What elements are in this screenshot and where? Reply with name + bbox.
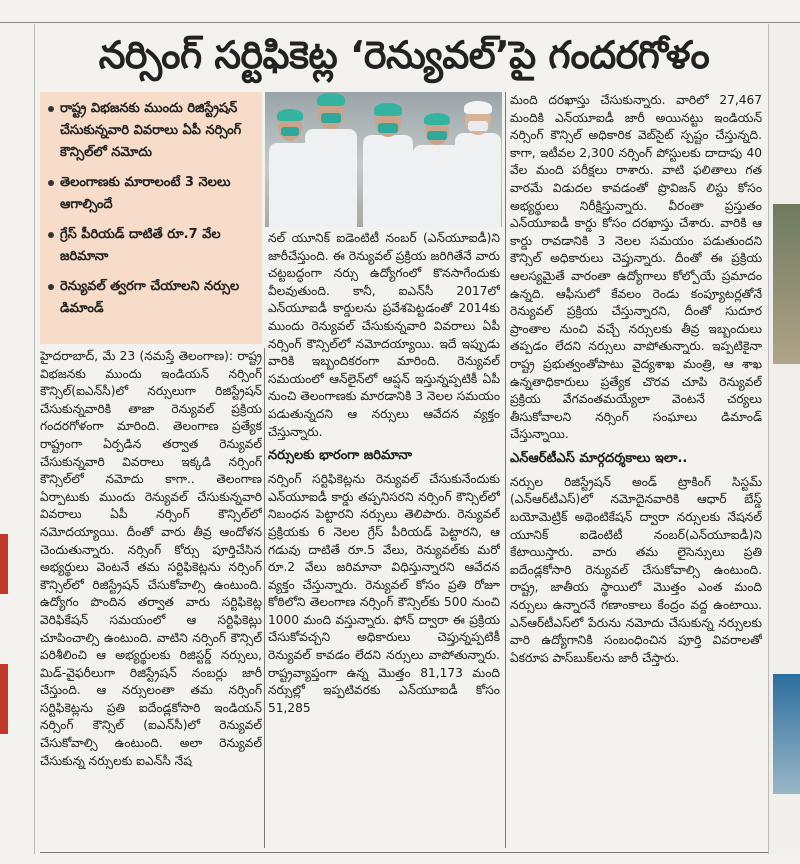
right-adjacent-column — [768, 24, 800, 854]
article-paragraph: హైదరాబాద్, మే 23 (నమస్తే తెలంగాణ): రాష్ట్ర విభజనకు ముందు ఇండియన్ నర్సింగ్ కౌన్సిల్(ఐఎన్‌సీ)లో నర్సులుగా రిజిస్ట్రేషన్ చేసుకున్నవారికి తాజా రెన్యువల్ ప్రక్రియ గందరగోళంగా మారింది. తెలంగాణ ప్రత్యేక రాష్ట్రంగా ఏర్పడిన తర్వాత రెన్యువల్ చేసుకున్నవారి వివరాలు ఇక్కడి నర్సింగ్ కౌన్సిల్‌లో నమోదు కాగా.. తెలంగాణ ఏర్పాటుకు ముందు రెన్యువల్ చేసుకున్నవారి వివరాలు ఏపీ నర్సింగ్ కౌన్సిల్‌లో నమోదయ్యాయి. దీంతో వారు తీవ్ర ఆందోళన చెందుతున్నారు. నర్సింగ్ కోర్సు పూర్తిచేసిన అభ్యర్థులు వెంటనే తమ సర్టిఫికెట్లను నర్సింగ్ కౌన్సిల్‌లో రిజిస్ట్రేషన్ చేసుకోవాల్సి ఉంటుంది. ఉద్యోగం పొందిన తర్వాత వారు సర్టిఫికెట్ల వెరిఫికేషన్ సమయంలో ఆ సర్టిఫికెట్లు చూపించాల్సి ఉంటుంది. వాటిని నర్సింగ్ కౌన్సిల్ పరిశీలించి ఆ అభ్యర్థులకు రిజిస్టర్డ్ నర్సులు, మిడ్-వైఫరీలుగా రిజిస్ట్రేషన్ నంబర్లు జారీ చేస్తుంది. ఆ నర్సులంతా తమ నర్సింగ్ సర్టిఫికెట్లను ప్రతి ఐదేండ్లకోసారి ఇండియన్ నర్సింగ్ కౌన్సిల్ (ఐఎన్‌సీ)లో రెన్యువల్ చేసుకోవాల్సి ఉంటుంది. అలా రెన్యువల్ చేసుకున్న నర్సులకు ఐఎన్‌సీ నేష — [40, 349, 262, 768]
highlight-item: తెలంగాణకు మారాలంటే 3 నెలలు ఆగాల్సిందే — [46, 172, 256, 216]
highlight-item: రాష్ట్ర విభజనకు ముందు రిజిస్ట్రేషన్ చేసుకున్నవారి వివరాలు ఏపీ నర్సింగ్ కౌన్సిల్‌లో నమోదు — [46, 98, 256, 164]
bottom-rule — [40, 852, 768, 853]
subheading: నర్సులకు భారంగా జరిమానా — [268, 448, 413, 464]
headline: నర్సింగ్ సర్టిఫికెట్ల ‘రెన్యువల్’పై గందరగోళం — [98, 33, 710, 77]
top-strip — [0, 0, 800, 23]
article-paragraph: మంది దరఖాస్తు చేసుకున్నారు. వారిలో 27,467 మందికి ఎన్‌యూఐడీ జారీ అయినట్టు ఇండియన్ నర్సింగ్ కౌన్సిల్ అధికారిక వెబ్‌సైట్ స్పష్టం చేస్తున్నది. కాగా, ఇటీవల 2,300 నర్సింగ్ పోస్టులకు దాదాపు 40 వేల మంది పరీక్షలు రాశారు. వాటి ఫలితాలు గత వారమే విడుదల కావడంతో ప్రొవిజన్ లిస్టు కోసం అభ్యర్థులు నిరీక్షిస్తున్నారు. వీరంతా ప్రస్తుతం ఎన్‌యూఐడీ కార్డు కోసం దరఖాస్తు చేశారు. వారికి ఆ కార్డు రావడానికి 3 నెలల సమయం పడుతుందని కౌన్సిల్ అధికారులు చెప్తున్నారు. దీంతో ఈ ప్రక్రియ ఆలస్యమైతే వారంతా ఉద్యోగాలు కోల్పోయే ప్రమాదం ఉన్నది. ఆఫీసులో కేవలం రెండు కంప్యూటర్లతోనే రెన్యువల్ ప్రక్రియ చేస్తున్నారని, దీంతో సుదూర ప్రాంతాల నుంచి వచ్చే నర్సులకు తీవ్ర ఇబ్బందులు తప్పడం లేదని నర్సులు వాపోతున్నారు. ఇప్పటికైనా రాష్ట్ర ప్రభుత్వంతోపాటు వైద్యశాఖ మంత్రి, ఆ శాఖ ఉన్నతాధికారులు ప్రత్యేక చొరవ చూపి రెన్యువల్ ప్రక్రియ వేగవంతమయ్యేలా వెంటనే చర్యలు తీసుకోవాలని నర్సింగ్ సంఘాలు డిమాండ్ చేస్తున్నాయి. — [510, 93, 762, 442]
article-column-1 — [40, 348, 262, 848]
article-column-2 — [268, 230, 500, 848]
highlights-box — [40, 92, 262, 344]
column-divider — [505, 92, 506, 848]
highlight-item: గ్రేస్ పీరియడ్ దాటితే రూ.7 వేల జరిమానా — [46, 224, 256, 268]
highlight-item: రెన్యువల్ త్వరగా చేయాలని నర్సుల డిమాండ్ — [46, 276, 256, 320]
subheading: ఎన్ఆర్‌టీఎస్ మార్గదర్శకాలు ఇలా.. — [510, 450, 688, 466]
article-column-3 — [510, 92, 762, 848]
article-paragraph: నర్సుల రిజిస్ట్రేషన్ అండ్ ట్రాకింగ్ సిస్టమ్ (ఎన్ఆర్‌టీఎస్)లో నమోదైనవారికి ఆధార్ బేస్డ్ బయోమెట్రిక్ అథెంటికేషన్ ద్వారా నర్సులకు నేషనల్ యూనిక్ ఐడెంటిటీ నంబర్(ఎన్‌యూఐడీ)ని కేటాయిస్తారు. వారు తమ లైసెన్సులు ప్రతి ఐదేండ్లకోసారి రెన్యువల్ చేసుకోవాల్సి ఉంటుంది. రాష్ట్ర, జాతీయ స్థాయిలో మొత్తం ఎంత మంది నర్సులు ఉన్నారనే గణాంకాలు కేంద్రం వద్ద ఉంటాయి. ఎన్ఆర్‌టీఎస్‌లో పేరును నమోదు చేసుకున్న నర్సులకు వారి ఉద్యోగానికి సంబంధించిన పూర్తి వివరాలతో ఏకరూప పాస్‌బుక్‌లను జారీ చేస్తారు. — [510, 474, 762, 665]
article-paragraph: నర్సింగ్ సర్టిఫికెట్లను రెన్యువల్ చేసుకునేందుకు ఎన్‌యూఐడీ కార్డు తప్పనిసరని నర్సింగ్ కౌన్సిల్‌లో నిబంధన పెట్టారని నర్సులు తెలిపారు. రెన్యువల్ ప్రక్రియకు 6 నెలల గ్రేస్ పీరియడ్ పెట్టారని, ఆ గడువు దాటితే రూ.5 వేలు, రెన్యువల్‌కు మరో రూ.2 వేలు జరిమానా విధిస్తున్నారని ఆవేదన వ్యక్తం చేస్తున్నారు. రెన్యువల్ కోసం ప్రతి రోజూ కోఠిలోని తెలంగాణ నర్సింగ్ కౌన్సిల్‌కు 500 నుంచి 1000 మంది వస్తున్నారు. ఫోన్ ద్వారా ఈ ప్రక్రియ చేసుకోవచ్చని అధికారులు చెప్తున్నప్పటికీ రెన్యువల్ కావడం లేదని నర్సులు వాపోతున్నారు. రాష్ట్రవ్యాప్తంగా ఉన్న మొత్తం 81,173 మంది నర్సుల్లో ఇప్పటివరకు ఎన్‌యూఐడీ కోసం 51,285 — [268, 472, 500, 715]
article-paragraph: నల్ యూనిక్ ఐడెంటిటీ నంబర్ (ఎన్‌యూఐడీ)ని జారీచేస్తుంది. ఈ రెన్యువల్ ప్రక్రియ జరిగితేనే వారు చట్టబద్ధంగా నర్సు ఉద్యోగంలో కొనసాగేందుకు వీలవుతుంది. కానీ, ఐఎన్‌సీ 2017లో ఎన్‌యూఐడీ కార్డులను ప్రవేశపెట్టడంతో 2014కు ముందు రెన్యువల్ చేసుకున్నవారి వివరాలు ఏపీ నర్సింగ్ కౌన్సిల్‌లో నమోదయ్యాయి. ఇదే ఇప్పుడు వారికి ఇబ్బందికరంగా మారింది. రెన్యువల్ సమయంలో ఆన్‌లైన్‌లో ఆప్షన్ ఇస్తున్నప్పటికీ ఏపీ నుంచి తెలంగాణకు మారడానికి 3 నెలల సమయం పడుతున్నదని ఆ నర్సులు ఆవేదన వ్యక్తం చేస్తున్నారు. — [268, 231, 500, 439]
nurses-photo — [265, 92, 502, 227]
column-divider — [264, 348, 265, 848]
left-adjacent-column — [0, 24, 35, 854]
